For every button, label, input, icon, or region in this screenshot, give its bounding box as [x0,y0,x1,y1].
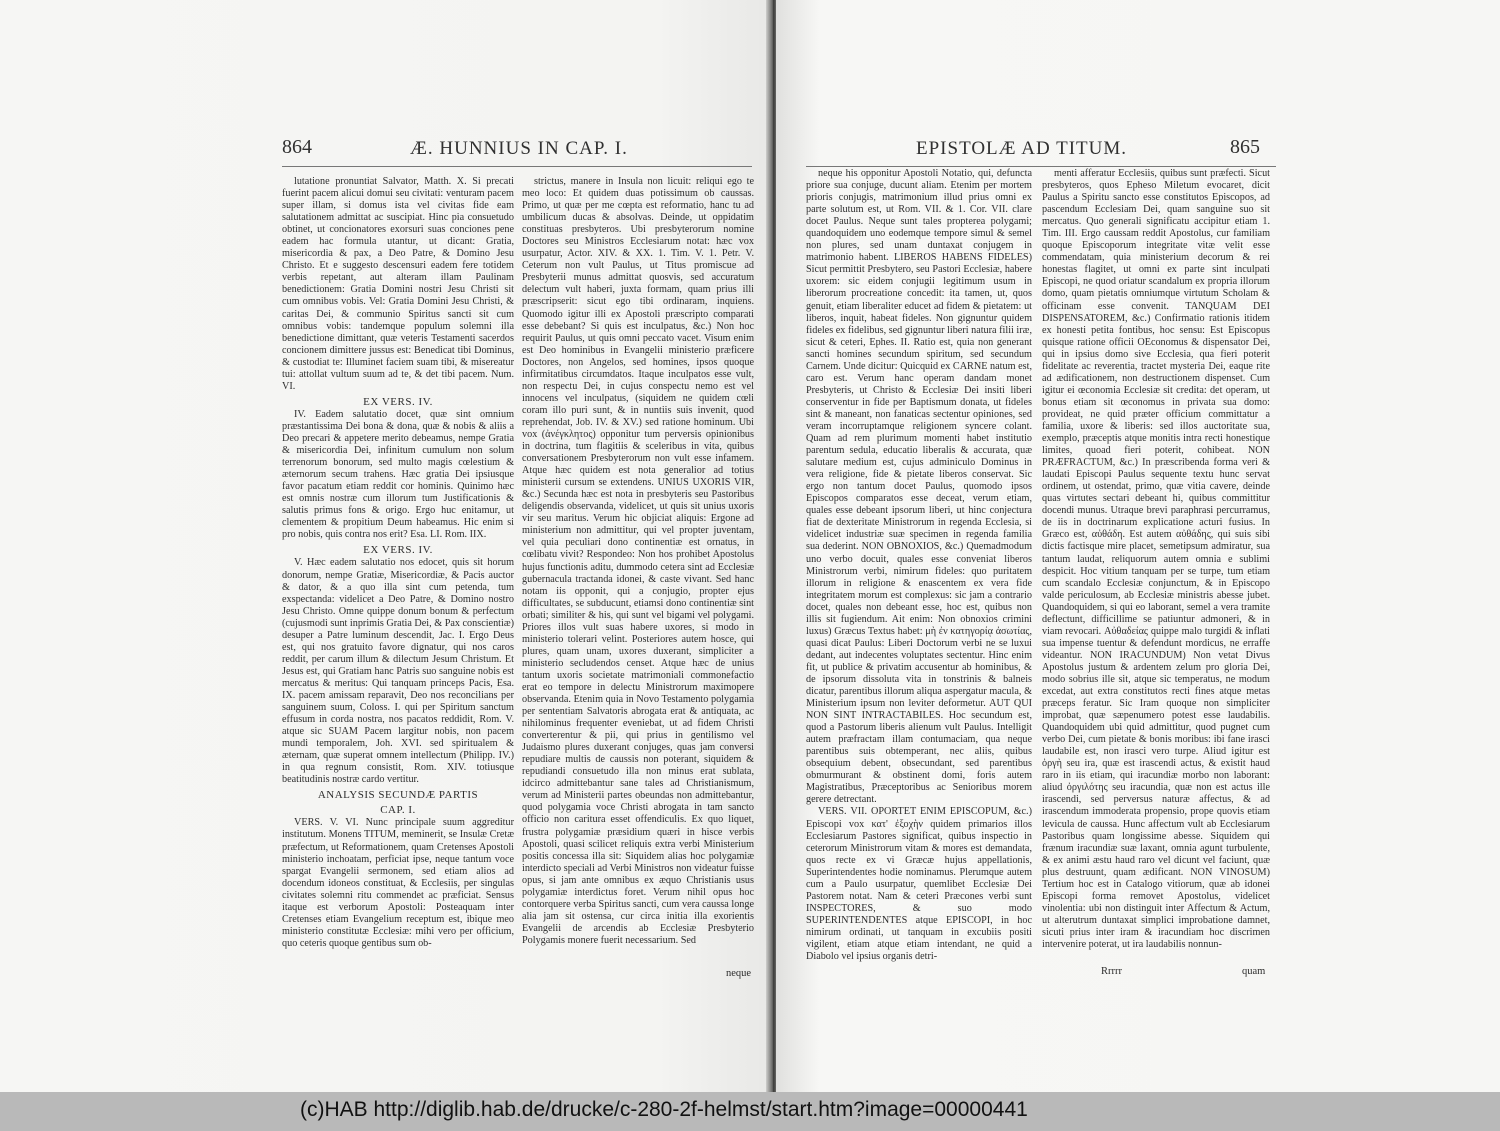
section-heading: EX VERS. IV. [363,544,433,557]
text-column-right [522,176,754,966]
section-heading: EX VERS. IV. [363,395,433,408]
text-column-left [282,176,514,976]
text-column-right [1042,168,1270,958]
header-rule [282,166,752,167]
left-page [0,0,772,1092]
running-head: EPISTOLÆ AD TITUM. [916,138,1128,159]
paragraph: IV. Eadem salutatio docet, quæ sint omnium præstantissima Dei bona & dona, quæ & nobis & aliis a Deo precari & appetere merito debeamus, nempe Gratia & misericordia Dei, infinitum cumulum non solum terrenorum bonorum, sed multo magis cœlestium & æternorum secum trahens. Hæc gratia Dei ipsiusque favor pacatum etiam reddit cor hominis. Quinimo hæc est omnis nostræ cum illorum tum Justificationis & salutis primus fons & origo. Ergo huc enitamur, ut clementem & propitium Deum habeamus. Hic enim si pro nobis, quis contra nos erit? Esa. LI. Rom. IIX. [282,408,514,541]
catchword: neque [726,968,752,979]
text-column-left [806,168,1032,968]
section-heading: CAP. I. [380,804,416,817]
paragraph: menti afferatur Ecclesiis, quibus sunt præfecti. Sicut presbyteros, quos Epheso Miletum evocaret, dicit Paulus a Spiritu sancto esse constitutos Episcopos, ad pascendum Ecclesiam Dei, quam sanguine suo sit mercatus. Quo generali significatu accipitur etiam 1. Tim. III. Ergo caussam reddit Apostolus, cur familiam quoque Episcoporum integritate vitæ velit esse commendatam, quia ministerium decorum & rei honestas flagitet, ut omni ex parte sint inculpati Episcopi, ne quod oriatur scandalum ex propria illorum domo, quam pietatis omniumque virtutum Scholam & officinam esse convenit. TANQUAM DEI DISPENSATOREM, &c.) Confirmatio rationis itidem ex honesti petita fontibus, hoc sensu: Est Episcopus quisque ratione officii OEconomus & dispensator Dei, qui in ipsius domo sive Ecclesia, qua fieri poterit fidelitate ac reverentia, tractet mysteria Dei, eaque rite ad ædificationem, non destructionem dispenset. Cum igitur ei œconomia Ecclesiæ sit credita: det operam, ut bonus etiam sit œconomus in privata sua domo: provideat, ne quid præter officium committatur a familia, uxore & liberis: sed illos auctoritate sua, exemplo, præceptis atque monitis intra recti honestique limites, quoad fieri poterit, cohibeat. NON PRÆFRACTUM, &c.) In præscribenda forma veri & laudati Episcopi Paulus sequente textu hunc servat ordinem, ut ostendat, primo, quæ vitia cavere, deinde quas virtutes sectari debeant hi, quibus committitur docendi munus. Utraque brevi paraphrasi percurramus, de iis in doctrinarum explicatione acturi fusius. In Græco est, αὐθάδη. Est autem αὐθάδης, qui suis sibi dictis factisque mire placet, semetipsum admiratur, sua tantum laudat, reliquorum autem omnia e sublimi despicit. Hoc vitium tanquam per se turpe, tum etiam cum scandalo Ecclesiæ conjunctum, & in Episcopo valde periculosum, ab Ecclesiæ ministris abesse jubet. Quandoquidem, si qui eo laborant, semel a vera tramite deflectunt, difficillime se patiuntur admoneri, & in viam revocari. Αὐθαδείας quippe malo turgidi & inflati sua impense tuentur & defendunt mordicus, ne erraffe videantur. NON IRACUNDUM) Non vetat Divus Apostolus justum & ardentem zelum pro gloria Dei, modo sobrius ille sit, atque sic temperatus, ne modum excedat, aut extra constitutos recti fines atque metas præceps feratur. Sic Iram quoque non simpliciter improbat, quæ sæpenumero potest esse laudabilis. Quandoquidem ubi quid admittitur, quod pugnet cum verbo Dei, cum pietate & bonis moribus: ibi fane irasci laudabile est, non irasci vero turpe. Aliud igitur est ὀργὴ seu ira, quæ est irascendi actus, & existit haud raro in iis etiam, qui iracundiæ morbo non laborant: aliud ὀργιλότης seu iracundia, quæ non est actus ille irascendi, sed perversus naturæ affectus, & ad irascendum immoderata propensio, prope quovis etiam levicula de caussa. Hunc affectum vult ab Ecclesiarum Pastoribus quam longissime abesse. Siquidem qui frænum iracundiæ suæ laxant, omnia agunt turbulente, & ex animi æstu haud raro vel dicunt vel faciunt, quæ plus destruunt, quam ædificant. NON VINOSUM) Tertium hoc est in Catalogo vitiorum, quæ ab idonei Episcopi forma removet Apostolus, videlicet vinolentia: ubi non distinguit inter Affectum & Actum, ut alterutrum duntaxat simplici improbatione damnet, sicuti prius inter iram & iracundiam hoc discrimen intervenire poterat, ut ira laudabilis nonnun- [1042,168,1270,950]
paragraph: VERS. VII. OPORTET ENIM EPISCOPUM, &c.) Episcopi vox κατ' ἐξοχὴν quidem primarios illos Ecclesiarum Pastores significat, quibus inspectio in ceterorum Ministrorum vitam & mores est demandata, quos recte ex vi Græcæ hujus appellationis, Superintendentes hodie nominamus. Plerumque autem cum a Paulo usurpatur, quemlibet Ecclesiæ Dei Pastorem notat. Nam & ceteri Præcones verbi sunt INSPECTORES, & suo modo SUPERINTENDENTES atque EPISCOPI, in hoc nimirum ordinati, ut tanquam in excubiis positi vigilent, etiam atque etiam intendant, ne quid a Diabolo vel ipsius organis detri- [806,806,1032,963]
paragraph: strictus, manere in Insula non licuit: reliqui ego te meo loco: Et quidem duas potissimum ob caussas. Primo, ut quæ per me cœpta est reformatio, hanc tu ad umbilicum ducas & absolvas. Deinde, ut oppidatim constituas presbyteros. Ubi presbyterorum nomine Doctores seu Ministros Ecclesiarum notat: hæc vox usurpatur, Actor. XIV. & XX. 1. Tim. V. 1. Petr. V. Ceterum non vult Paulus, ut Titus promiscue ad Presbyterii munus admittat quosvis, sed accuratum delectum vult haberi, juxta formam, quam prius illi præscripserit: sicut ego tibi ordinaram, inquiens. Quomodo igitur illi ex Apostoli præscripto comparati esse debebant? Si quis est inculpatus, &c.) Non hoc requirit Paulus, ut quis omni peccato vacet. Visum enim est Deo hominibus in Evangelii ministerio præficere Doctores, non Angelos, sed homines, ipsos quoque infirmitatibus circumdatos. Itaque inculpatos esse vult, non respectu Dei, in cujus conspectu nemo est vel innocens vel inculpatus, (siquidem ne quidem cœli coram illo puri sunt, & in nuntiis suis invenit, quod reprehendat, Job. IV. & XV.) sed ratione hominum. Ubi vox (ἀνέγκλητος) opponitur tum perversis opinionibus in doctrina, tum flagitiis & sceleribus in vita, quibus conversationem Presbyterorum non vult esse infamem. Atque hæc quidem est nota generalior ad totius ministerii cursum se extendens. UNIUS UXORIS VIR, &c.) Secunda hæc est nota in presbyteris seu Pastoribus deligendis observanda, videlicet, ut quis sit unius uxoris vir seu maritus. Verum hic objiciat aliquis: Ergone ad ministerium non admittitur, qui vel propter juventam, vel quia peculiari dono continentiæ est ornatus, in cœlibatu vivit? Respondeo: Non hos prohibet Apostolus hujus functionis aditu, dummodo cetera sint ad Ecclesiæ gubernacula tractanda idonei, & caste vivant. Sed hanc notam iis opponit, qui a conjugio, propter ejus difficultates, se subducunt, etiamsi dono continentiæ sint orbati; similiter & his, qui sunt vel bigami vel polygami. Priores illos vult suas habere uxores, si modo in ministerio tolerari velint. Posteriores autem hosce, qui plures, quam unam, uxores duxerant, simpliciter a ministerio secludendos censet. Atque hæc de unius tantum uxoris societate matrimoniali commonefactio erat eo tempore in delectu Ministrorum maximopere observanda. Etenim quia in Novo Testamento polygamia per sententiam Salvatoris abrogata erat & antiquata, ac nihilominus frequenter eveniebat, ut ad fidem Christi converterentur & pii, qui prius in gentilismo vel Judaismo plures duxerant conjuges, quas jam conversi repudiare multis de caussis non poterant, siquidem & repudiandi consuetudo illa non minus erat sublata, idcirco admittebantur sane tales ad Christianismum, verum ad Ministerii partes obeundas non admittebantur, quod polygamia voce Christi abrogata in tam sancto officio non caritura esset offendiculis. Ex quo liquet, frustra polygamiæ præsidium quæri in hisce verbis Apostoli, quasi scilicet reliquis extra verbi Ministerium positis concessa illa sit: Siquidem alias hoc polygamiæ interdicto speciali ad Verbi Ministros non videatur fuisse opus, si jam ante omnibus ex æquo Christianis usus polygamiæ interdictus foret. Verum nihil opus hoc contorquere verba Spiritus sancti, cum vera caussa longe alia jam sit ostensa, cur circa initia illa exorientis Evangelii de arcendis ab Ecclesiæ Presbyterio Polygamis monere fuerit necessarium. Sed [522,176,754,946]
header-rule [806,166,1276,167]
paragraph: VERS. V. VI. Nunc principale suum aggreditur institutum. Monens TITUM, meminerit, se Insulæ Cretæ præfectum, ut Reformationem, quam Cretenses Apostoli ministerio inchoatam, perficiat ipse, neque tantum voce spargat Evangelii sermonem, sed etiam alios ad docendum idoneos constituat, & Ecclesiis, per singulas civitates solemni ritu commendet ac præficiat. Sensus itaque est verborum Apostoli: Posteaquam inter Cretenses etiam Evangelium receptum est, ibique meo ministerio constitutæ Ecclesiæ: mihi vero per officium, quo ceteris quoque gentibus sum ob- [282,817,514,949]
right-page [776,0,1500,1092]
source-credit: (c)HAB http://diglib.hab.de/drucke/c-280-2f-helmst/start.htm?image=00000441 [300,1098,1028,1121]
page-number: 864 [282,136,312,158]
page-number: 865 [1230,136,1260,158]
paragraph: neque his opponitur Apostoli Notatio, qui, defuncta priore sua conjuge, ducunt aliam. Etenim per mortem prioris conjugis, matrimonium illud prius omni ex parte solutum est, ut Rom. VII. & 1. Cor. VII. clare docet Paulus. Neque sunt tales propterea polygami; quandoquidem uno eodemque tempore simul & semel non plures, sed unam duntaxat conjugem in matrimonio habent. LIBEROS HABENS FIDELES) Sicut permittit Presbytero, seu Pastori Ecclesiæ, habere uxorem: sic eidem conjugii legitimum usum in liberorum procreatione concedit: ita tamen, ut, quos genuit, etiam liberaliter educet ad fidem & pietatem: ut liberos, inquit, habeat fideles. Non gignuntur quidem fideles ex fidelibus, sed gignuntur liberi natura filii iræ, sicut & ceteri, Ephes. II. Ratio est, quia non generant sancti homines secundum spiritum, sed secundum Carnem. Unde dicitur: Quicquid ex CARNE natum est, caro est. Verum hanc operam dandam monet Presbyteris, ut Christo & Ecclesiæ Dei insiti liberi conserventur in fide per Baptismum donata, ut fideles sint & maneant, non fanaticas sectentur opiniones, sed veram incorruptamque religionem syncere colant. Quam ad rem plurimum momenti habet institutio parentum sedula, educatio liberalis & accurata, quæ salutare medium est, cujus adminiculo Dominus in vera religione, fide & pietate liberos conservat. Sic ergo non tantum docet Paulus, quomodo ipsos Episcopos comparatos esse deceat, verum etiam, quales esse debeant ipsorum liberi, ut hinc conjectura fiat de dexteritate Ministrorum in regenda Ecclesia, si videlicet industriæ suæ specimen in regenda familia sua dederint. NON OBNOXIOS, &c.) Quemadmodum uno verbo docuit, quales esse conveniat liberos Ministrorum verbi, nimirum fideles: quo puritatem illorum in religione & enascentem ex vera fide integritatem morum est complexus: sic jam a contrario docet, quales non debeant esse, hoc est, quibus non illis sit fugiendum. Ait enim: Non obnoxios crimini luxus) Græcus Textus habet: μὴ ἐν κατηγορίᾳ ἀσωτίας, quasi dicat Paulus: Liberi Doctorum verbi ne se luxui dedant, aut indecentes voluptates sectentur. Hinc enim fit, ut publice & privatim accusentur ab hominibus, & de ipsorum dissoluta vita in tonstrinis & balneis dicatur, parentibus illorum aliqua aspergatur macula, & Ministerium ipsum non leviter deformetur. AUT QUI NON SINT INTRACTABILES. Hoc secundum est, quod a Pastorum liberis alienum vult Paulus. Intelligit autem præfractam illam contumaciam, qua neque parentibus suis obtemperant, nec aliis, quibus obsequium debent, obsecundant, sed parentibus obmurmurant & obstinent domi, foris autem Magistratibus, Præceptoribus ac Senioribus morem gerere detrectant. [806,168,1032,806]
signature-mark: Rrrrr [1101,966,1122,977]
running-head: Æ. HUNNIUS IN CAP. I. [410,138,628,159]
paragraph: lutatione pronuntiat Salvator, Matth. X. Si precati fuerint pacem alicui domui seu civitati: venturam pacem super illam, si domus ista vel civitas fide eam salutationem admittat ac suscipiat. Hinc pia consuetudo obtinet, ut concionatores exorsuri suas conciones pene eadem hac formula utantur, ut dicant: Gratia, misericordia & pax, a Deo Patre, & Domino Jesu Christo. Et e suggesto descensuri eadem fere totidem verbis repetant, aut alteram illam Paulinam benedictionem: Gratia Domini nostri Jesu Christi sit cum omnibus vobis. Vel: Gratia Domini Jesu Christi, & caritas Dei, & communio Spiritus sancti sit cum omnibus vobis: tandemque populum solemni illa benedictione dimittant, quæ veteris Testamenti sacerdos concionem dimittere jussus est: Benedicat tibi Dominus, & custodiat te: Illuminet faciem suam tibi, & misereatur tui: attollat vultum suum ad te, & det tibi pacem. Num. VI. [282,176,514,392]
section-heading: ANALYSIS SECUNDÆ PARTIS [317,789,479,802]
catchword: quam [1242,966,1266,977]
footer-bar [0,1092,1500,1131]
paragraph: V. Hæc eadem salutatio nos edocet, quis sit horum donorum, nempe Gratiæ, Misericordiæ, & Pacis auctor & dator, & a quo illa sint cum petenda, tum exspectanda: videlicet a Deo Patre, & Domino nostro Jesu Christo. Omne quippe donum bonum & perfectum (cujusmodi sunt inprimis Gratia Dei, & Pax conscientiæ) desuper a Patre luminum descendit, Jac. I. Ergo Deus est, qui nos gratuito favore dignatur, qui nos caros reddit, per carum illum & dilectum Jesum Christum. Et Jesus est, qui Gratiam hanc Patris suo sanguine nobis est mercatus & meritus: Qui tanquam princeps Pacis, Esa. IX. pacem amissam reparavit, Deo nos reconcilians per sanguinem suum, Coloss. I. qui per Spiritum sanctum effusum in corda nostra, nos pacatos reddidit, Rom. V. atque sic SUAM Pacem largitur nobis, non pacem mundi temporalem, Joh. XVI. sed spiritualem & æternam, quæ superat omnem intellectum (Philipp. IV.) in qua regnum consistit, Rom. XIV. totiusque beatitudinis nostræ cardo vertitur. [282,557,514,786]
